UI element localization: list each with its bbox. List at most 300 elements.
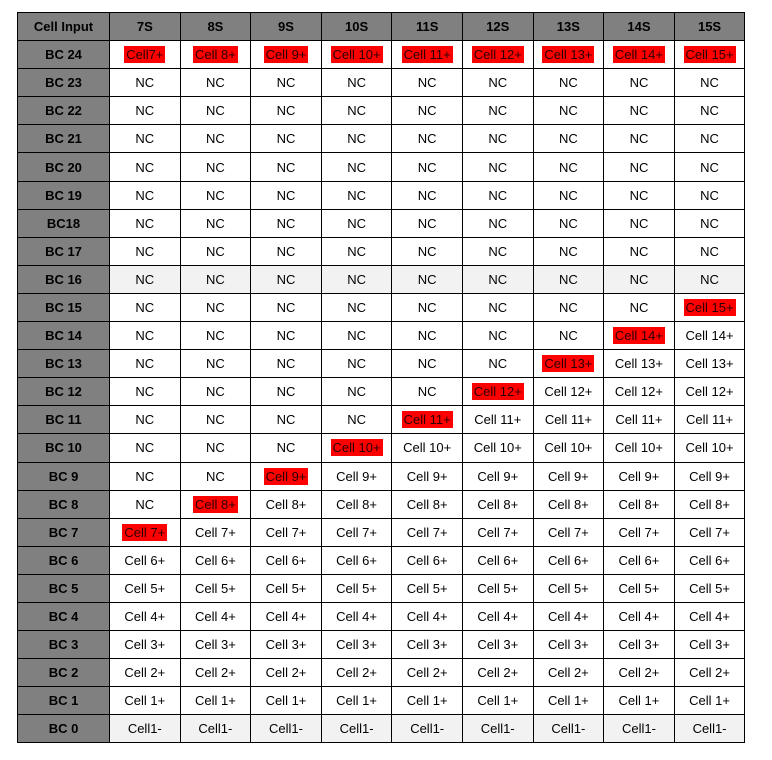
table-cell: NC — [251, 434, 322, 462]
table-cell: Cell 10+ — [392, 434, 463, 462]
table-cell: NC — [462, 265, 533, 293]
table-cell: Cell 2+ — [110, 659, 181, 687]
table-row — [18, 602, 745, 630]
table-cell: Cell 8+ — [392, 490, 463, 518]
table-cell: NC — [321, 265, 392, 293]
table-row — [18, 462, 745, 490]
table-cell: NC — [251, 322, 322, 350]
table-cell: Cell 8+ — [251, 490, 322, 518]
table-cell — [462, 378, 533, 406]
table-cell: Cell1- — [110, 715, 181, 743]
table-cell: Cell 8+ — [674, 490, 745, 518]
table-cell — [321, 434, 392, 462]
table-cell: Cell 4+ — [674, 602, 745, 630]
table-cell: NC — [321, 209, 392, 237]
table-cell: NC — [604, 209, 675, 237]
highlighted-cell-value: Cell 14+ — [614, 328, 663, 344]
table-cell: NC — [180, 153, 251, 181]
table-cell: Cell 8+ — [321, 490, 392, 518]
table-cell: Cell 12+ — [604, 378, 675, 406]
table-cell: NC — [180, 378, 251, 406]
table-cell: NC — [180, 265, 251, 293]
table-cell: NC — [180, 406, 251, 434]
table-cell: Cell 2+ — [392, 659, 463, 687]
table-cell: NC — [110, 97, 181, 125]
table-cell — [110, 41, 181, 69]
table-cell: Cell 10+ — [533, 434, 604, 462]
table-cell: Cell1- — [674, 715, 745, 743]
highlighted-cell-value: Cell 15+ — [685, 299, 734, 315]
table-cell: NC — [674, 69, 745, 97]
table-cell: Cell 2+ — [462, 659, 533, 687]
table-cell: Cell 6+ — [251, 546, 322, 574]
table-cell: NC — [110, 153, 181, 181]
table-cell: NC — [674, 237, 745, 265]
highlighted-cell-value: Cell 11+ — [403, 47, 451, 63]
table-cell: Cell 7+ — [251, 518, 322, 546]
table-cell: NC — [180, 69, 251, 97]
table-cell: Cell 10+ — [604, 434, 675, 462]
table-cell: Cell 2+ — [180, 659, 251, 687]
table-cell: Cell 1+ — [392, 687, 463, 715]
highlighted-cell-value: Cell 8+ — [194, 496, 236, 512]
table-row — [18, 406, 745, 434]
table-cell: NC — [392, 322, 463, 350]
table-cell — [533, 350, 604, 378]
table-cell: NC — [110, 265, 181, 293]
row-label: BC 1 — [18, 687, 110, 715]
table-row — [18, 687, 745, 715]
row-label: BC 8 — [18, 490, 110, 518]
table-cell: Cell 1+ — [604, 687, 675, 715]
table-cell: Cell 2+ — [533, 659, 604, 687]
table-cell: NC — [251, 125, 322, 153]
table-row — [18, 181, 745, 209]
table-cell: NC — [180, 434, 251, 462]
table-cell: Cell 8+ — [462, 490, 533, 518]
header-cell: Cell Input — [18, 13, 110, 41]
table-cell: NC — [180, 97, 251, 125]
table-row — [18, 434, 745, 462]
table-cell: NC — [462, 97, 533, 125]
highlighted-cell-value: Cell 12+ — [473, 47, 522, 63]
table-cell: Cell 3+ — [110, 631, 181, 659]
table-cell: Cell1- — [462, 715, 533, 743]
table-row — [18, 97, 745, 125]
table-cell: NC — [533, 181, 604, 209]
row-label: BC 16 — [18, 265, 110, 293]
table-cell: NC — [321, 293, 392, 321]
table-cell: NC — [674, 209, 745, 237]
table-body — [18, 41, 745, 743]
table-cell: NC — [462, 209, 533, 237]
table-cell: Cell 7+ — [604, 518, 675, 546]
table-row — [18, 69, 745, 97]
table-cell: Cell 1+ — [321, 687, 392, 715]
table-cell: NC — [392, 153, 463, 181]
table-cell: NC — [604, 69, 675, 97]
table-cell: NC — [604, 293, 675, 321]
table-cell: Cell 5+ — [110, 574, 181, 602]
table-cell: Cell 1+ — [251, 687, 322, 715]
table-cell: Cell 6+ — [180, 546, 251, 574]
row-label: BC 17 — [18, 237, 110, 265]
table-cell: NC — [533, 69, 604, 97]
header-cell: 10S — [321, 13, 392, 41]
table-cell: NC — [392, 237, 463, 265]
table-cell: Cell 2+ — [674, 659, 745, 687]
row-label: BC 4 — [18, 602, 110, 630]
table-cell: NC — [674, 125, 745, 153]
table-cell: NC — [674, 181, 745, 209]
row-label: BC 15 — [18, 293, 110, 321]
table-cell: Cell 11+ — [533, 406, 604, 434]
table-row — [18, 546, 745, 574]
table-cell: Cell 6+ — [604, 546, 675, 574]
table-cell: Cell 2+ — [321, 659, 392, 687]
table-cell: Cell 6+ — [110, 546, 181, 574]
table-cell: NC — [533, 97, 604, 125]
table-cell: NC — [251, 378, 322, 406]
table-cell: Cell 4+ — [321, 602, 392, 630]
table-cell: Cell 6+ — [462, 546, 533, 574]
table-cell: Cell 4+ — [180, 602, 251, 630]
highlighted-cell-value: Cell 11+ — [403, 412, 451, 428]
table-cell: Cell 6+ — [392, 546, 463, 574]
table-cell: Cell 3+ — [604, 631, 675, 659]
table-cell: NC — [604, 237, 675, 265]
table-cell: NC — [251, 265, 322, 293]
table-cell — [392, 41, 463, 69]
table-row — [18, 41, 745, 69]
table-cell: Cell 7+ — [533, 518, 604, 546]
table-cell: Cell 3+ — [321, 631, 392, 659]
row-label: BC 24 — [18, 41, 110, 69]
highlighted-cell-value: Cell 14+ — [614, 47, 663, 63]
table-row — [18, 153, 745, 181]
table-cell: NC — [462, 69, 533, 97]
table-cell: NC — [462, 153, 533, 181]
table-cell: NC — [110, 69, 181, 97]
header-cell: 15S — [674, 13, 745, 41]
table-cell: NC — [392, 181, 463, 209]
table-cell: NC — [110, 293, 181, 321]
table-cell: NC — [110, 434, 181, 462]
table-cell: Cell 7+ — [321, 518, 392, 546]
table-cell: Cell 5+ — [321, 574, 392, 602]
row-label: BC 9 — [18, 462, 110, 490]
table-cell: NC — [110, 125, 181, 153]
table-cell: NC — [533, 125, 604, 153]
table-cell: NC — [251, 69, 322, 97]
row-label: BC 20 — [18, 153, 110, 181]
header-cell: 14S — [604, 13, 675, 41]
table-row — [18, 265, 745, 293]
table-cell — [180, 41, 251, 69]
highlighted-cell-value: Cell 7+ — [124, 524, 166, 540]
table-row — [18, 209, 745, 237]
table-cell: Cell 1+ — [462, 687, 533, 715]
table-cell — [321, 41, 392, 69]
table-cell: NC — [321, 350, 392, 378]
table-cell: NC — [392, 97, 463, 125]
table-cell: Cell 9+ — [533, 462, 604, 490]
table-cell: Cell1- — [251, 715, 322, 743]
table-cell: NC — [110, 209, 181, 237]
table-cell: Cell 5+ — [462, 574, 533, 602]
row-label: BC 13 — [18, 350, 110, 378]
table-cell: NC — [533, 153, 604, 181]
table-cell: Cell 8+ — [533, 490, 604, 518]
table-cell: NC — [604, 125, 675, 153]
table-cell: NC — [180, 350, 251, 378]
table-cell: Cell 6+ — [674, 546, 745, 574]
table-cell — [251, 41, 322, 69]
table-cell: Cell 9+ — [462, 462, 533, 490]
table-cell: Cell 5+ — [392, 574, 463, 602]
table-cell: NC — [180, 181, 251, 209]
row-label: BC 23 — [18, 69, 110, 97]
header-cell: 7S — [110, 13, 181, 41]
table-cell: Cell1- — [604, 715, 675, 743]
table-cell: Cell1- — [392, 715, 463, 743]
table-cell: NC — [321, 69, 392, 97]
table-cell: Cell 7+ — [462, 518, 533, 546]
row-label: BC 12 — [18, 378, 110, 406]
table-cell — [392, 406, 463, 434]
table-cell: Cell 3+ — [674, 631, 745, 659]
table-cell: Cell 5+ — [604, 574, 675, 602]
table-row — [18, 518, 745, 546]
table-cell: NC — [110, 406, 181, 434]
highlighted-cell-value: Cell 9+ — [265, 47, 307, 63]
table-cell: Cell 7+ — [392, 518, 463, 546]
table-cell: NC — [604, 153, 675, 181]
table-cell: NC — [392, 125, 463, 153]
table-row — [18, 574, 745, 602]
table-cell: NC — [180, 237, 251, 265]
table-cell: Cell 12+ — [674, 378, 745, 406]
table-cell: NC — [392, 69, 463, 97]
table-cell: NC — [321, 181, 392, 209]
table-cell: Cell 9+ — [604, 462, 675, 490]
table-cell: NC — [110, 378, 181, 406]
table-cell: NC — [251, 293, 322, 321]
table-cell — [251, 462, 322, 490]
table-cell: NC — [604, 97, 675, 125]
table-cell: NC — [110, 350, 181, 378]
table-row — [18, 322, 745, 350]
highlighted-cell-value: Cell 13+ — [544, 47, 593, 63]
table-cell: NC — [533, 209, 604, 237]
table-cell: NC — [674, 153, 745, 181]
table-cell: Cell 8+ — [604, 490, 675, 518]
table-cell: Cell 1+ — [180, 687, 251, 715]
table-cell: NC — [604, 265, 675, 293]
table-cell: NC — [321, 97, 392, 125]
table-cell — [674, 293, 745, 321]
table-cell: NC — [462, 125, 533, 153]
table-cell: Cell 3+ — [533, 631, 604, 659]
table-cell: Cell 2+ — [251, 659, 322, 687]
highlighted-cell-value: Cell 12+ — [473, 384, 522, 400]
table-cell: NC — [251, 209, 322, 237]
table-cell: Cell 4+ — [110, 602, 181, 630]
table-cell — [110, 518, 181, 546]
table-cell: Cell 5+ — [251, 574, 322, 602]
table-row — [18, 631, 745, 659]
highlighted-cell-value: Cell 10+ — [332, 47, 381, 63]
row-label: BC 6 — [18, 546, 110, 574]
row-label: BC 19 — [18, 181, 110, 209]
cell-mapping-table — [17, 12, 745, 743]
header-row — [18, 13, 745, 41]
table-cell: NC — [110, 237, 181, 265]
table-cell: NC — [533, 265, 604, 293]
table-cell: NC — [533, 293, 604, 321]
table-cell: Cell1- — [533, 715, 604, 743]
table-cell: Cell1- — [180, 715, 251, 743]
table-cell: NC — [110, 490, 181, 518]
table-cell: NC — [392, 209, 463, 237]
table-cell: Cell 10+ — [674, 434, 745, 462]
table-row — [18, 125, 745, 153]
table-cell — [533, 41, 604, 69]
row-label: BC 7 — [18, 518, 110, 546]
table-cell: Cell 4+ — [392, 602, 463, 630]
table-cell: NC — [321, 237, 392, 265]
table-cell: Cell 3+ — [180, 631, 251, 659]
table-row — [18, 350, 745, 378]
table-cell: NC — [110, 181, 181, 209]
table-cell — [604, 41, 675, 69]
table-cell: NC — [251, 350, 322, 378]
row-label: BC 2 — [18, 659, 110, 687]
table-cell: Cell 9+ — [674, 462, 745, 490]
row-label: BC 0 — [18, 715, 110, 743]
highlighted-cell-value: Cell 8+ — [194, 47, 236, 63]
table-cell: NC — [110, 462, 181, 490]
table-cell: Cell 10+ — [462, 434, 533, 462]
table-cell: Cell1- — [321, 715, 392, 743]
table-row — [18, 237, 745, 265]
table-cell: NC — [180, 322, 251, 350]
table-row — [18, 659, 745, 687]
table-cell: NC — [251, 181, 322, 209]
table-cell: NC — [462, 237, 533, 265]
table-cell: Cell 1+ — [110, 687, 181, 715]
table-cell: Cell 12+ — [533, 378, 604, 406]
table-cell: Cell 13+ — [674, 350, 745, 378]
table-cell: Cell 14+ — [674, 322, 745, 350]
header-cell: 8S — [180, 13, 251, 41]
highlighted-cell-value: Cell 9+ — [265, 468, 307, 484]
row-label: BC 10 — [18, 434, 110, 462]
table-cell: NC — [321, 153, 392, 181]
table-cell: NC — [251, 153, 322, 181]
table-cell: Cell 7+ — [674, 518, 745, 546]
table-cell: NC — [462, 181, 533, 209]
table-cell — [180, 490, 251, 518]
table-cell: Cell 6+ — [321, 546, 392, 574]
table-cell: Cell 11+ — [462, 406, 533, 434]
table-row — [18, 490, 745, 518]
table-cell: Cell 6+ — [533, 546, 604, 574]
table-cell: Cell 9+ — [321, 462, 392, 490]
table-cell: Cell 13+ — [604, 350, 675, 378]
header-cell: 11S — [392, 13, 463, 41]
header-cell: 9S — [251, 13, 322, 41]
table-cell: NC — [462, 350, 533, 378]
row-label: BC 11 — [18, 406, 110, 434]
table-cell: Cell 11+ — [674, 406, 745, 434]
table-cell: NC — [533, 322, 604, 350]
table-cell: NC — [180, 125, 251, 153]
table-row — [18, 715, 745, 743]
table-cell — [462, 41, 533, 69]
table-cell: Cell 4+ — [533, 602, 604, 630]
table-cell: NC — [251, 406, 322, 434]
table-cell: NC — [674, 265, 745, 293]
table-cell: Cell 7+ — [180, 518, 251, 546]
table-cell: Cell 2+ — [604, 659, 675, 687]
table-cell: Cell 3+ — [392, 631, 463, 659]
highlighted-cell-value: Cell7+ — [126, 47, 164, 63]
row-label: BC 3 — [18, 631, 110, 659]
row-label: BC 14 — [18, 322, 110, 350]
row-label: BC 5 — [18, 574, 110, 602]
table-row — [18, 378, 745, 406]
highlighted-cell-value: Cell 13+ — [544, 356, 593, 372]
header-cell: 13S — [533, 13, 604, 41]
table-cell: NC — [462, 293, 533, 321]
table-cell: NC — [462, 322, 533, 350]
table-cell: NC — [392, 350, 463, 378]
table-cell: NC — [604, 181, 675, 209]
table-cell: Cell 3+ — [462, 631, 533, 659]
table-cell: NC — [392, 265, 463, 293]
table-cell — [604, 322, 675, 350]
table-cell: NC — [180, 462, 251, 490]
table-cell: NC — [110, 322, 181, 350]
row-label: BC 22 — [18, 97, 110, 125]
table-cell: Cell 4+ — [251, 602, 322, 630]
table-cell: Cell 3+ — [251, 631, 322, 659]
table-cell: NC — [251, 237, 322, 265]
table-cell: NC — [180, 209, 251, 237]
highlighted-cell-value: Cell 15+ — [685, 47, 734, 63]
row-label: BC18 — [18, 209, 110, 237]
table-container — [17, 12, 745, 743]
table-cell: Cell 5+ — [533, 574, 604, 602]
header-cell: 12S — [462, 13, 533, 41]
table-cell: NC — [674, 97, 745, 125]
table-cell: Cell 5+ — [674, 574, 745, 602]
table-row — [18, 293, 745, 321]
table-cell: NC — [533, 237, 604, 265]
table-cell: Cell 11+ — [604, 406, 675, 434]
table-cell: NC — [321, 125, 392, 153]
table-cell: Cell 1+ — [533, 687, 604, 715]
table-cell: NC — [392, 293, 463, 321]
table-cell — [674, 41, 745, 69]
table-cell: NC — [321, 378, 392, 406]
table-cell: NC — [180, 293, 251, 321]
table-cell: Cell 5+ — [180, 574, 251, 602]
table-cell: Cell 1+ — [674, 687, 745, 715]
table-cell: Cell 4+ — [604, 602, 675, 630]
table-cell: Cell 4+ — [462, 602, 533, 630]
